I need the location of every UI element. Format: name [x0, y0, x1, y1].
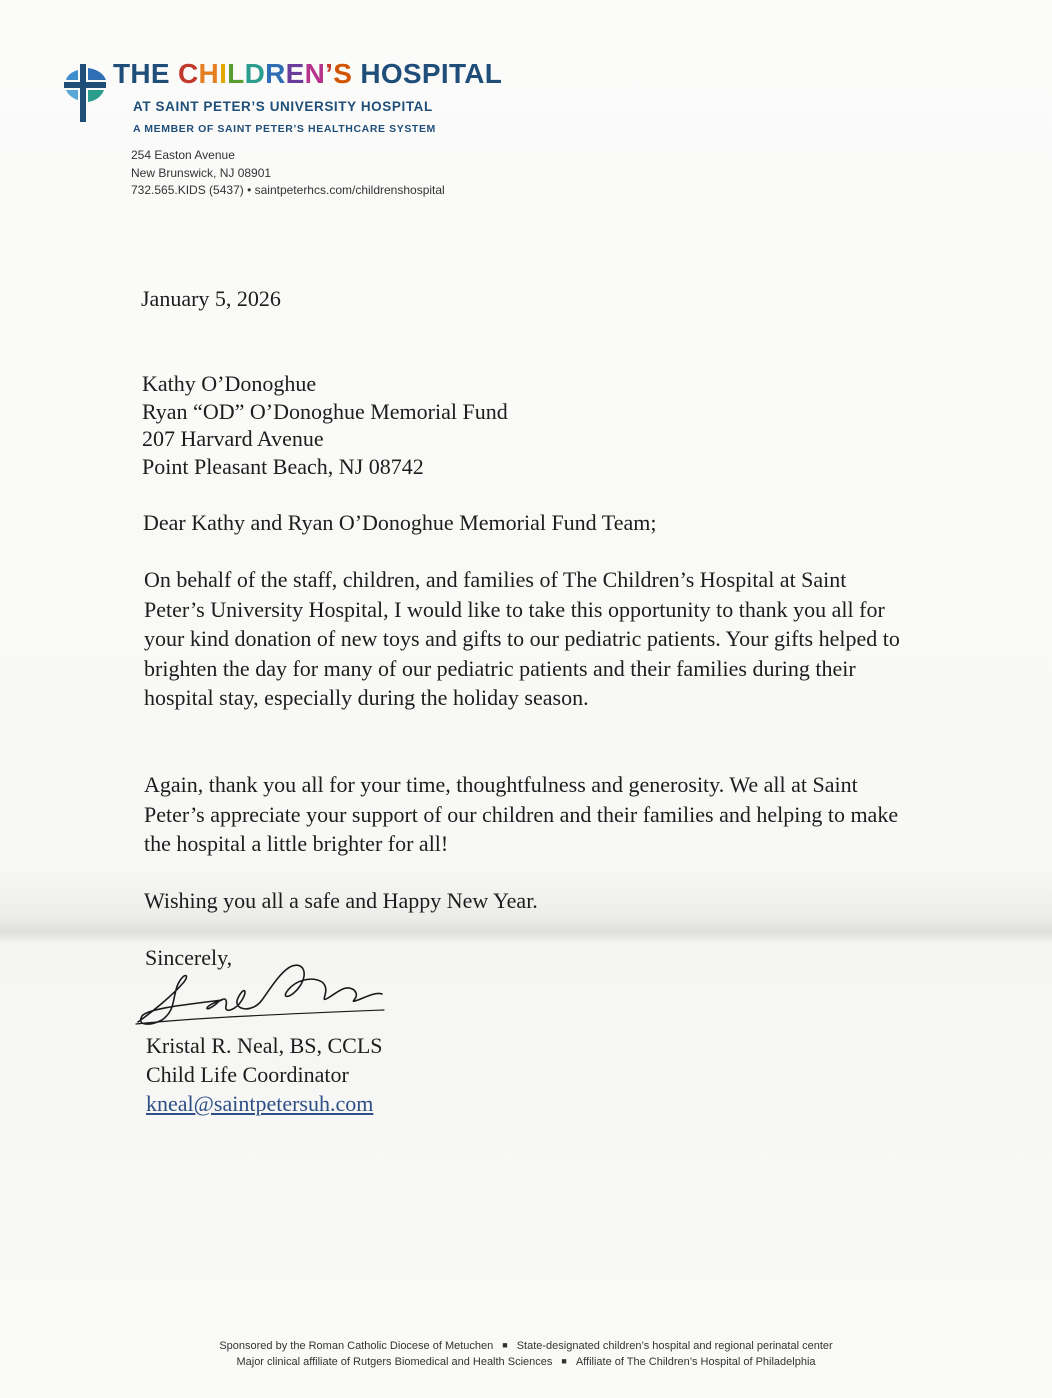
- body-paragraph-1: On behalf of the staff, children, and families of The Children’s Hospital at Saint Peter’s University Hospital, I would like to take this opportunity to thank you all for your kind donation of new toys and gifts to our pediatric patients. Your gifts helped to brighten the day for many of our pediatric patients and their families during their hospital stay, especially during the holiday season.: [144, 567, 900, 710]
- recipient-city: Point Pleasant Beach, NJ 08742: [142, 453, 424, 479]
- footer-rutgers-affiliation: Major clinical affiliate of Rutgers Biomedical and Health Sciences: [236, 1356, 553, 1368]
- title-word-the: THE: [113, 58, 170, 89]
- footer-line-2: [0, 1356, 1052, 1368]
- paper-fold-shadow: [0, 918, 1052, 944]
- title-letter: H: [198, 58, 220, 89]
- letter-date: January 5, 2026: [141, 286, 281, 311]
- address-street: 254 Easton Avenue: [131, 148, 235, 162]
- title-letter: N: [304, 58, 326, 89]
- signer-block: [146, 1031, 383, 1118]
- cross-logo-icon: [64, 64, 110, 124]
- address-contact: 732.565.KIDS (5437) • saintpeterhcs.com/childrenshospital: [131, 183, 445, 197]
- recipient-address-block: [142, 370, 508, 480]
- title-word-childrens: [178, 58, 352, 89]
- title-letter: ’: [325, 58, 334, 89]
- title-letter: R: [265, 58, 286, 89]
- handwritten-signature: [132, 960, 392, 1030]
- signer-title: Child Life Coordinator: [146, 1062, 349, 1087]
- hospital-subtitle: AT SAINT PETER’S UNIVERSITY HOSPITAL: [133, 99, 433, 114]
- title-letter: E: [285, 58, 305, 89]
- title-letter: L: [227, 58, 245, 89]
- footer-line-1: [0, 1340, 1052, 1352]
- title-word-hospital: HOSPITAL: [360, 58, 503, 89]
- recipient-name: Kathy O’Donoghue: [142, 371, 317, 396]
- signer-email-link[interactable]: kneal@saintpetersuh.com: [146, 1091, 374, 1116]
- signer-name: Kristal R. Neal, BS, CCLS: [146, 1033, 383, 1058]
- title-letter: D: [244, 58, 266, 89]
- address-city: New Brunswick, NJ 08901: [131, 165, 272, 180]
- closing: Sincerely,: [145, 945, 233, 970]
- salutation: Dear Kathy and Ryan O’Donoghue Memorial Fund Team;: [143, 510, 657, 535]
- hospital-address: [131, 147, 445, 200]
- healthcare-system-line: A MEMBER OF SAINT PETER’S HEALTHCARE SYSTEM: [133, 123, 436, 135]
- title-letter: I: [219, 58, 228, 89]
- footer-separator: ■: [502, 1340, 508, 1350]
- title-letter: S: [333, 58, 353, 89]
- body-paragraph-2: Again, thank you all for your time, thoughtfulness and generosity. We all at Saint Peter’s appreciate your support of our children and their families and helping to make the hospital a little brighter for all!: [144, 772, 899, 856]
- footer-chop-affiliation: Affiliate of The Children’s Hospital of Philadelphia: [575, 1356, 816, 1368]
- footer-sponsor: Sponsored by the Roman Catholic Diocese of Metuchen: [219, 1340, 494, 1352]
- hospital-name-title: [113, 58, 502, 90]
- body-paragraph-3: Wishing you all a safe and Happy New Year.: [144, 888, 538, 913]
- footer-designation: State-designated children’s hospital and regional perinatal center: [516, 1340, 833, 1352]
- recipient-street: 207 Harvard Avenue: [142, 426, 324, 451]
- title-letter: C: [178, 58, 199, 89]
- recipient-organization: Ryan “OD” O’Donoghue Memorial Fund: [142, 398, 508, 424]
- footer-separator: ■: [561, 1356, 567, 1366]
